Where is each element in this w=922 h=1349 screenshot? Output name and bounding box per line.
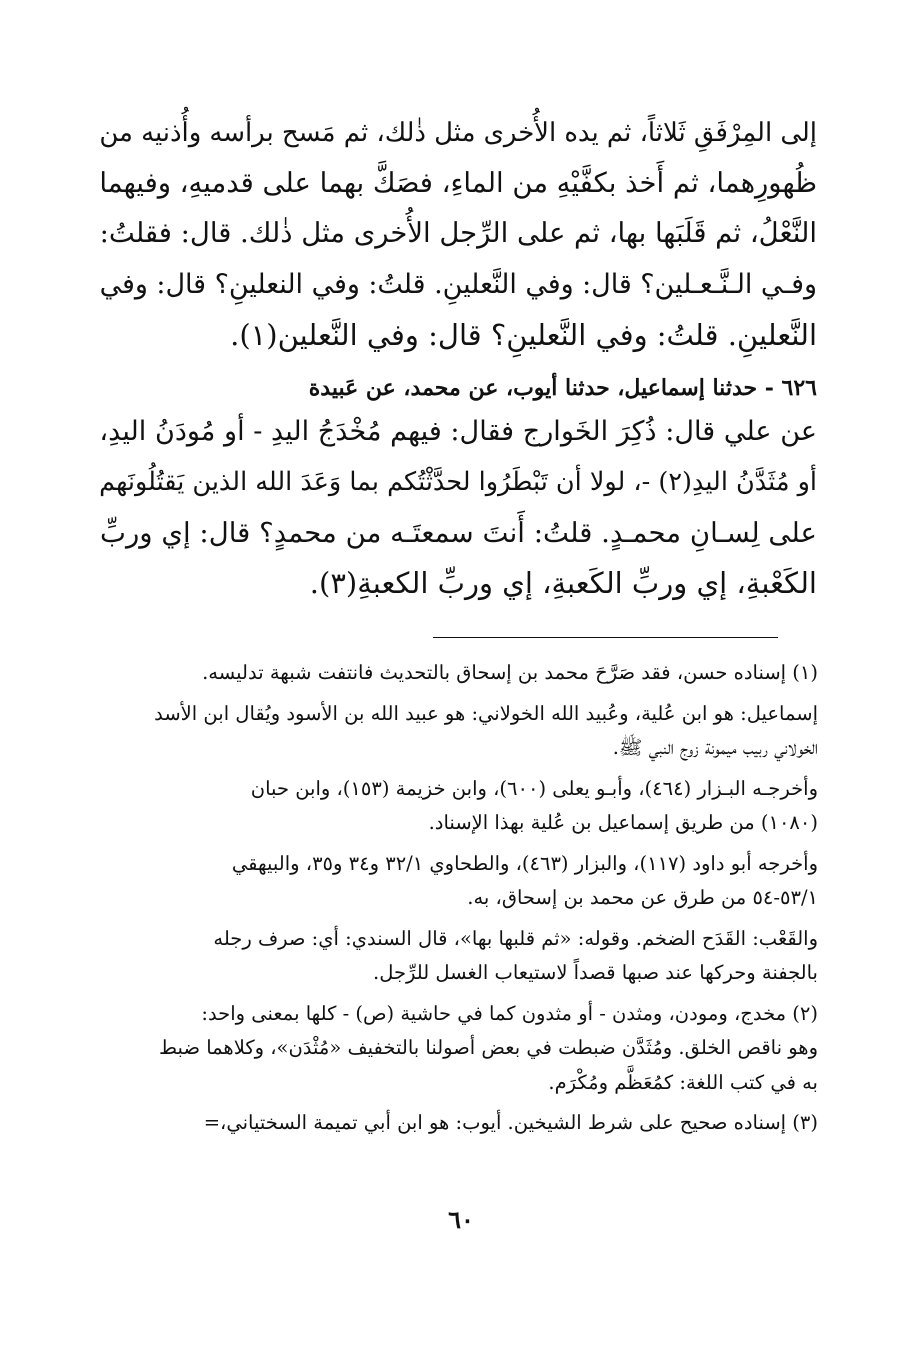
text-line: ظُهورِهما، ثم أَخذ بكفَّيْهِ من الماءِ، فصَكَّ بهما على قدميهِ، وفيهما — [99, 167, 817, 199]
text-line: النَّعْلُ، ثم قَلَبَها بها، ثم على الرِّجل الأُخرى مثل ذٰلك. قال: فقلتُ: — [99, 218, 817, 249]
footnote-1-gloss — [88, 922, 818, 991]
text-line: الكَعْبةِ، إي وربِّ الكَعبةِ، إي وربِّ الكعبةِ(٣). — [309, 566, 817, 600]
text-line: وفـي الـنَّـعـلين؟ قال: وفي النَّعلينِ. قلتُ: وفي النعلينِ؟ قال: وفي — [99, 268, 817, 300]
paragraph-2 — [92, 407, 817, 609]
footnote-divider — [433, 637, 778, 638]
footnote-line: إسماعيل: هو ابن عُلية، وعُبيد الله الخولاني: هو عبيد الله بن الأسود ويُقال ابن الأسد — [154, 701, 818, 725]
page-number: ٦٠ — [448, 1205, 474, 1234]
footnote-line: الخولاني ربيب ميمونة زوج النبي ﷺ. — [612, 736, 818, 759]
main-text — [92, 108, 817, 609]
paragraph-1 — [92, 108, 817, 361]
footnote-line: وأخرجـه البـزار (٤٦٤)، وأبـو يعلى (٦٠٠)، وابن خزيمة (١٥٣)، وابن حبان — [250, 776, 818, 800]
footnote-line: (٣) إسناده صحيح على شرط الشيخين. أيوب: هو ابن أبي تميمة السختياني،= — [203, 1111, 818, 1134]
footnote-2 — [88, 997, 818, 1101]
footnote-line: به في كتب اللغة: كمُعَظَّم ومُكْرَم. — [548, 1070, 818, 1094]
footnote-line: وهو ناقص الخلق. ومُثَدَّن ضبطت في بعض أصولنا بالتخفيف «مُثْدَن»، وكلاهما ضبط — [159, 1036, 818, 1059]
footnote-line: (٢) مخدج، ومودن، ومثدن - أو مثدون كما في حاشية (ص) - كلها بمعنى واحد: — [201, 1001, 818, 1025]
footnote-1 — [88, 656, 818, 691]
text-line: عن علي قال: ذُكِرَ الخَوارج فقال: فيهم مُخْدَجُ اليدِ - أو مُودَنُ اليدِ، — [99, 415, 817, 447]
footnote-line: (١٠٨٠) من طريق إسماعيل بن عُلية بهذا الإسناد. — [428, 811, 818, 834]
footnote-line: وأخرجه أبو داود (١١٧)، والبزار (٤٦٣)، والطحاوي ٣٢/١ و٣٤ و٣٥، والبيهقي — [231, 851, 818, 875]
text-line: على لِسـانِ محمـدٍ. قلتُ: أَنتَ سمعتَـه من محمدٍ؟ قال: إي وربِّ — [99, 515, 817, 549]
footnote-line: بالجفنة وحركها عند صبها قصداً لاستيعاب الغسل للرِّجل. — [373, 961, 818, 984]
footnote-line: ٥٣/١-٥٤ من طرق عن محمد بن إسحاق، به. — [467, 886, 818, 909]
text-line: النَّعلينِ. قلتُ: وفي النَّعلينِ؟ قال: وفي النَّعلين(١). — [230, 318, 817, 352]
footnote-line: (١) إسناده حسن، فقد صَرَّحَ محمد بن إسحاق بالتحديث فانتفت شبهة تدليسه. — [202, 661, 818, 684]
text-line: إلى المِرْفَقِ ثَلاثاً، ثم يده الأُخرى مثل ذٰلك، ثم مَسح برأسه وأُذنيه من — [99, 118, 817, 148]
footnote-1-narrators — [88, 697, 818, 766]
footnote-3 — [88, 1106, 818, 1141]
hadith-number-line: ٦٢٦ - حدثنا إسماعيل، حدثنا أيوب، عن محمد، عن عَبيدة — [308, 374, 817, 401]
footnote-1-takhrij-a — [88, 772, 818, 841]
footnote-1-takhrij-b — [88, 847, 818, 916]
footnotes — [88, 656, 818, 1147]
footnote-line: والقَعْب: القَدَح الضخم. وقوله: «ثم قلبها بها»، قال السندي: أي: صرف رجله — [213, 926, 818, 950]
text-line: أو مُثَدَّنُ اليدِ(٢) -، لولا أن تَبْطَرُوا لحدَّثْتُكم بما وَعَدَ الله الذين يَقتُلُونَهم — [99, 467, 817, 497]
